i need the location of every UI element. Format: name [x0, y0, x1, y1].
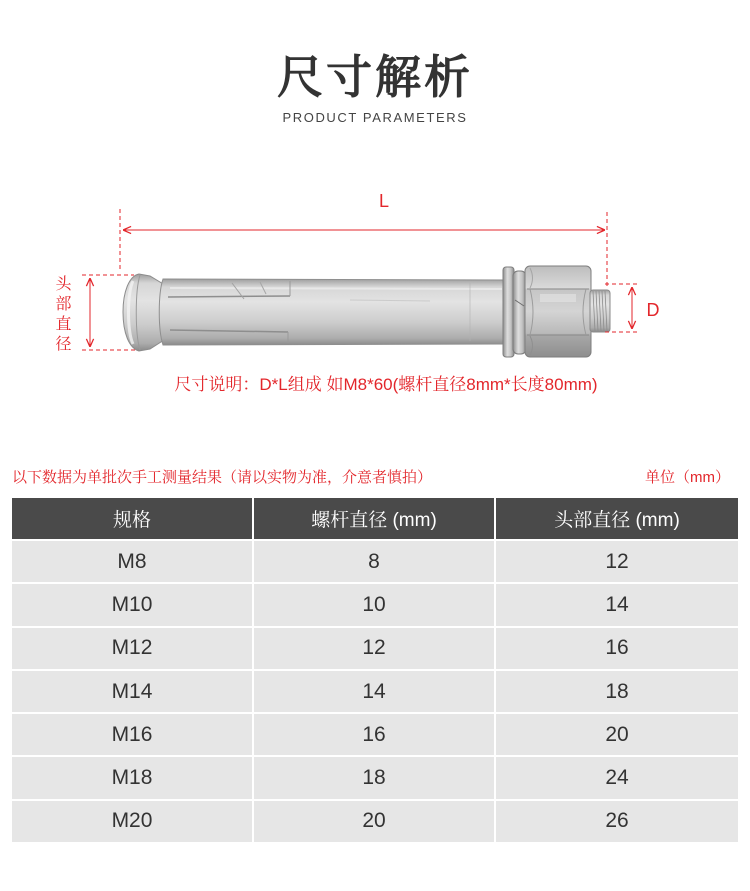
- head-diameter-cell: 16: [496, 628, 738, 669]
- expansion-bolt-illustration: [123, 266, 610, 357]
- table-row: [12, 757, 738, 798]
- table-row: [12, 628, 738, 669]
- rod-diameter-cell: 14: [254, 671, 494, 712]
- rod-diameter-cell: 16: [254, 714, 494, 755]
- spec-cell: M12: [12, 628, 252, 669]
- head-diameter-cell: 12: [496, 541, 738, 582]
- head-diameter-cell: 20: [496, 714, 738, 755]
- length-label: L: [378, 191, 390, 211]
- bolt-sleeve: [159, 279, 506, 345]
- head-diameter-cell: 26: [496, 801, 738, 842]
- flat-washer: [503, 267, 514, 357]
- table-row: [12, 584, 738, 625]
- rod-diameter-cell: 12: [254, 628, 494, 669]
- head-diameter-cell: 24: [496, 757, 738, 798]
- measurement-note: [12, 468, 730, 488]
- dimension-caption: 尺寸说明：D*L组成 如M8*60(螺杆直径8mm*长度80mm): [174, 375, 598, 394]
- head-diameter-cell: 18: [496, 671, 738, 712]
- header-spec: 规格: [12, 498, 252, 539]
- spec-cell: M20: [12, 801, 252, 842]
- spring-washer: [513, 271, 526, 354]
- dimension-diagram: [0, 180, 750, 370]
- head-diameter-cell: 14: [496, 584, 738, 625]
- spec-cell: M8: [12, 541, 252, 582]
- spec-cell: M18: [12, 757, 252, 798]
- diameter-label: D: [646, 300, 660, 320]
- table-row: [12, 541, 738, 582]
- page-title: 尺寸解析: [277, 51, 473, 103]
- rod-diameter-cell: 18: [254, 757, 494, 798]
- rod-diameter-cell: 8: [254, 541, 494, 582]
- threaded-rod-end: [590, 290, 610, 332]
- header-rod-diameter: 螺杆直径 (mm): [254, 498, 494, 539]
- rod-diameter-cell: 20: [254, 801, 494, 842]
- table-row: [12, 714, 738, 755]
- spec-cell: M14: [12, 671, 252, 712]
- hex-nut: [525, 266, 591, 357]
- spec-cell: M10: [12, 584, 252, 625]
- header-head-diameter: 头部直径 (mm): [496, 498, 738, 539]
- head-diameter-label: 头部直径: [55, 276, 72, 353]
- spec-table: [12, 498, 738, 842]
- disclaimer-text: 以下数据为单批次手工测量结果（请以实物为准，介意者慎拍）: [12, 469, 433, 486]
- unit-text: 单位（mm）: [645, 469, 730, 486]
- spec-cell: M16: [12, 714, 252, 755]
- table-row: [12, 671, 738, 712]
- table-header-row: [12, 498, 738, 539]
- page-subtitle: PRODUCT PARAMETERS: [282, 110, 468, 125]
- table-row: [12, 801, 738, 842]
- rod-diameter-cell: 10: [254, 584, 494, 625]
